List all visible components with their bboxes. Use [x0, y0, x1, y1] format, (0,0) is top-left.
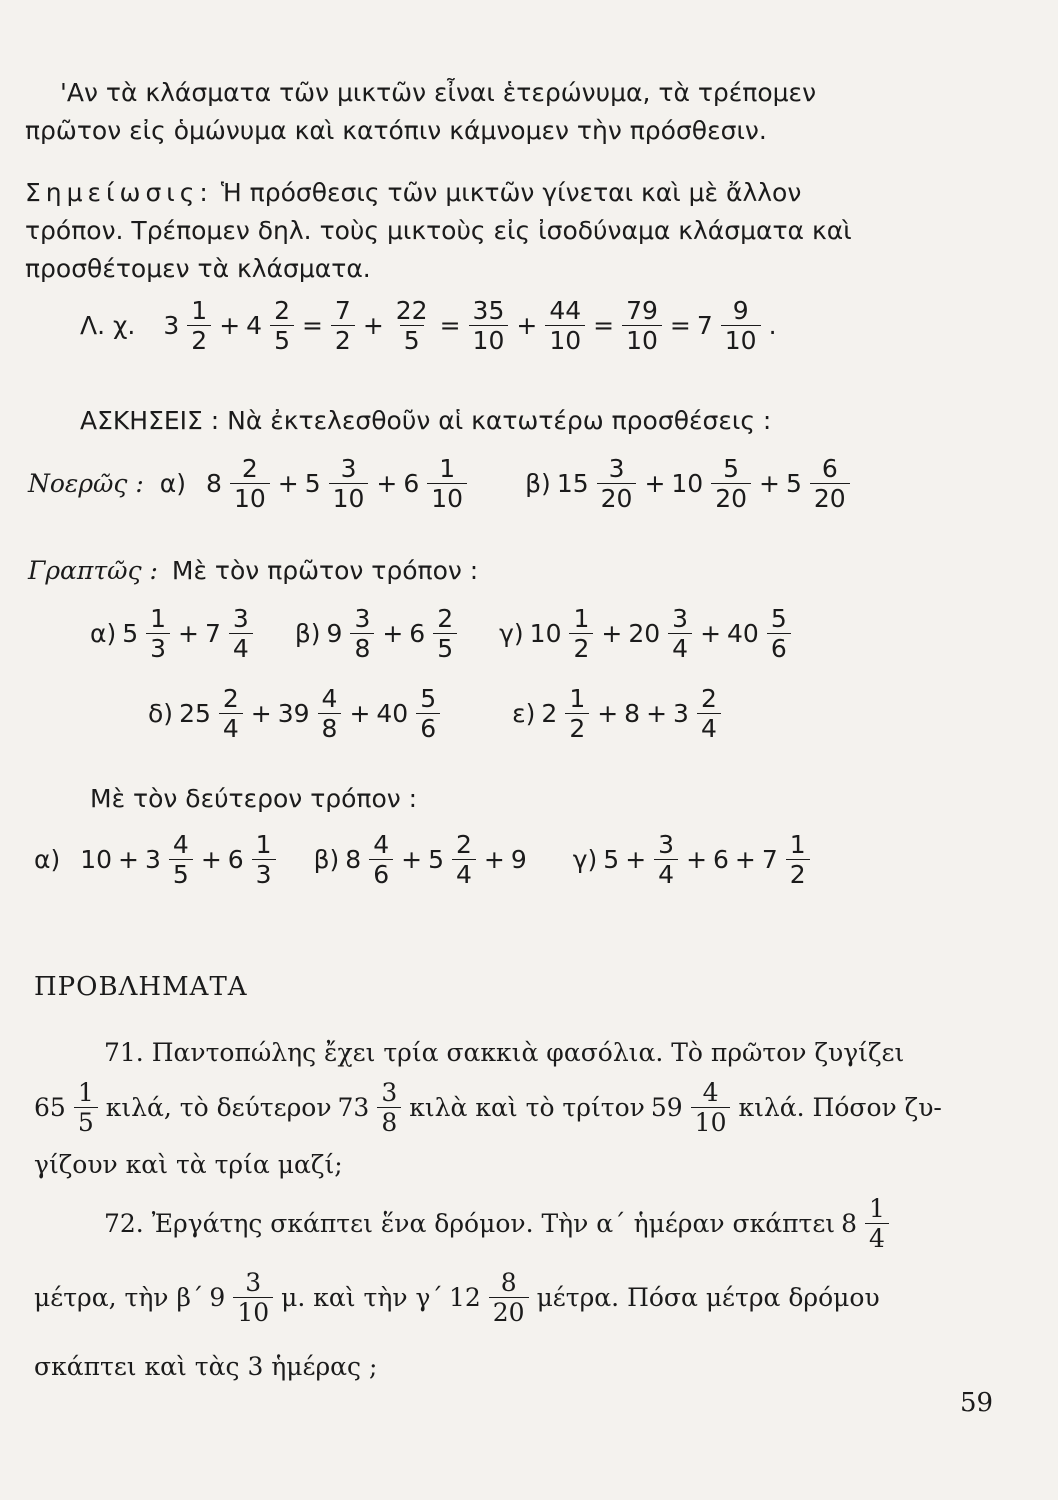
- problem-72-line-2: μέτρα, τὴν β΄ 9 3 10 μ. καὶ τὴν γ΄ 12 8 20 μέτρα. Πόσα μέτρα δρόμου: [34, 1268, 880, 1327]
- fraction: 1 5: [74, 1080, 98, 1135]
- note-label: Σημείωσις:: [25, 178, 213, 207]
- fraction: 1 2: [786, 832, 810, 887]
- fraction: 1 2: [187, 298, 211, 353]
- note-line-1: [25, 178, 801, 208]
- note-line-3: προσθέτομεν τὰ κλάσματα.: [25, 254, 371, 283]
- exercises-title: ΑΣΚΗΣΕΙΣ : Νὰ ἐκτελεσθοῦν αἱ κατωτέρω προσθέσεις :: [80, 406, 772, 435]
- method-2-label: Μὲ τὸν δεύτερον τρόπον :: [90, 784, 418, 813]
- mental-exercises: Νοερῶς : α) 8 2 10 + 5 3 10 + 6 1 10 β) 15 3 20 + 10 5 20 + 5 6 20: [28, 456, 852, 511]
- intro-line-1: 'Αν τὰ κλάσματα τῶν μικτῶν εἶναι ἑτερώνυμα, τὰ τρέπομεν: [60, 78, 817, 107]
- fraction: 1 4: [865, 1196, 889, 1251]
- problem-71-line-1: 71. Παντοπώλης ἔχει τρία σακκιὰ φασόλια. Τὸ πρῶτον ζυγίζει: [104, 1038, 905, 1067]
- fraction: 4 6: [369, 832, 393, 887]
- problems-title: ΠΡΟΒΛΗΜΑΤΑ: [34, 972, 248, 1002]
- problem-72-line-1: 72. Ἐργάτης σκάπτει ἕνα δρόμον. Τὴν α΄ ἡμέραν σκάπτει 8 1 4: [104, 1196, 891, 1251]
- fraction: 9 10: [721, 298, 761, 353]
- fraction: 5 20: [711, 456, 751, 511]
- written-row-3: α) 10 + 3 4 5 + 6 1 3 β) 8 4 6 + 5 2 4 + 9 γ) 5 + $\frac{3}{4}$ + 6 + 7 1 2: [34, 832, 812, 887]
- fraction: 3 8: [350, 606, 374, 661]
- example-equation: Λ. χ. 3 1 2 + 4 $\frac{2}{5}$ = $\frac{7}{2}$ + $\frac{22}{5}$ = $\frac{35}{10}$ + $\frac{44}{10}$ = $\frac{79}{10}$ = 7 9 10 .: [80, 296, 777, 355]
- fraction: 2 4: [219, 686, 243, 741]
- fraction: 3 4: [229, 606, 253, 661]
- written-row-1: α) 5 1 3 + 7 3 4 β) 9 3 8 + 6 2 5 γ) 10 1 2 + 20 3 4 + 40 5 6: [90, 606, 793, 661]
- note-line-2: τρόπον. Τρέπομεν δηλ. τοὺς μικτοὺς εἰς ἰσοδύναμα κλάσματα καὶ: [25, 216, 852, 245]
- written-row-2: δ) 25 2 4 + 39 4 8 + 40 5 6 ε) 2 1 2 + 8 + 3 2 4: [148, 686, 723, 741]
- problem-72-line-3: σκάπτει καὶ τὰς 3 ἡμέρας ;: [34, 1352, 378, 1381]
- intro-line-2: πρῶτον εἰς ὁμώνυμα καὶ κατόπιν κάμνομεν τὴν πρόσθεσιν.: [25, 116, 767, 145]
- fraction: $\frac{7}{2}$: [331, 298, 355, 353]
- page-number: 59: [960, 1388, 994, 1418]
- fraction: 2 4: [697, 686, 721, 741]
- fraction: 5 6: [767, 606, 791, 661]
- problem-71-line-3: γίζουν καὶ τὰ τρία μαζί;: [34, 1150, 343, 1179]
- fraction: 1 2: [569, 606, 593, 661]
- fraction: 4 10: [691, 1080, 731, 1135]
- problem-71-line-2: 65 1 5 κιλά, τὸ δεύτερον 73 3 8 κιλὰ καὶ τὸ τρίτον 59 4 10 κιλά. Πόσον ζυ-: [34, 1078, 942, 1137]
- mental-label: Νοερῶς :: [28, 468, 144, 498]
- fraction: 5 6: [416, 686, 440, 741]
- fraction: $\frac{79}{10}$: [622, 298, 662, 353]
- fraction: 4 8: [318, 686, 342, 741]
- fraction: 1 3: [146, 606, 170, 661]
- fraction: 3 10: [329, 456, 369, 511]
- note-text-1: Ἡ πρόσθεσις τῶν μικτῶν γίνεται καὶ μὲ ἄλλον: [220, 178, 802, 207]
- fraction: 4 5: [169, 832, 193, 887]
- fraction: 1 3: [252, 832, 276, 887]
- fraction: $\frac{2}{5}$: [270, 298, 294, 353]
- fraction: $\frac{35}{10}$: [469, 298, 509, 353]
- fraction: 2 4: [452, 832, 476, 887]
- fraction: $\frac{3}{4}$: [654, 832, 678, 887]
- fraction: 3 10: [233, 1270, 273, 1325]
- fraction: 2 5: [433, 606, 457, 661]
- fraction: 1 10: [427, 456, 467, 511]
- fraction: 3 20: [597, 456, 637, 511]
- fraction: 3 4: [668, 606, 692, 661]
- fraction: 6 20: [810, 456, 850, 511]
- method-1-label: Μὲ τὸν πρῶτον τρόπον :: [171, 556, 479, 585]
- fraction: 8 20: [489, 1270, 529, 1325]
- fraction: 2 10: [230, 456, 270, 511]
- written-heading: [28, 556, 478, 586]
- written-label: Γραπτῶς :: [28, 556, 158, 585]
- fraction: 1 2: [565, 686, 589, 741]
- fraction: $\frac{44}{10}$: [545, 298, 585, 353]
- fraction: 3 8: [377, 1080, 401, 1135]
- fraction: $\frac{22}{5}$: [395, 296, 428, 355]
- example-label: Λ. χ.: [80, 310, 136, 340]
